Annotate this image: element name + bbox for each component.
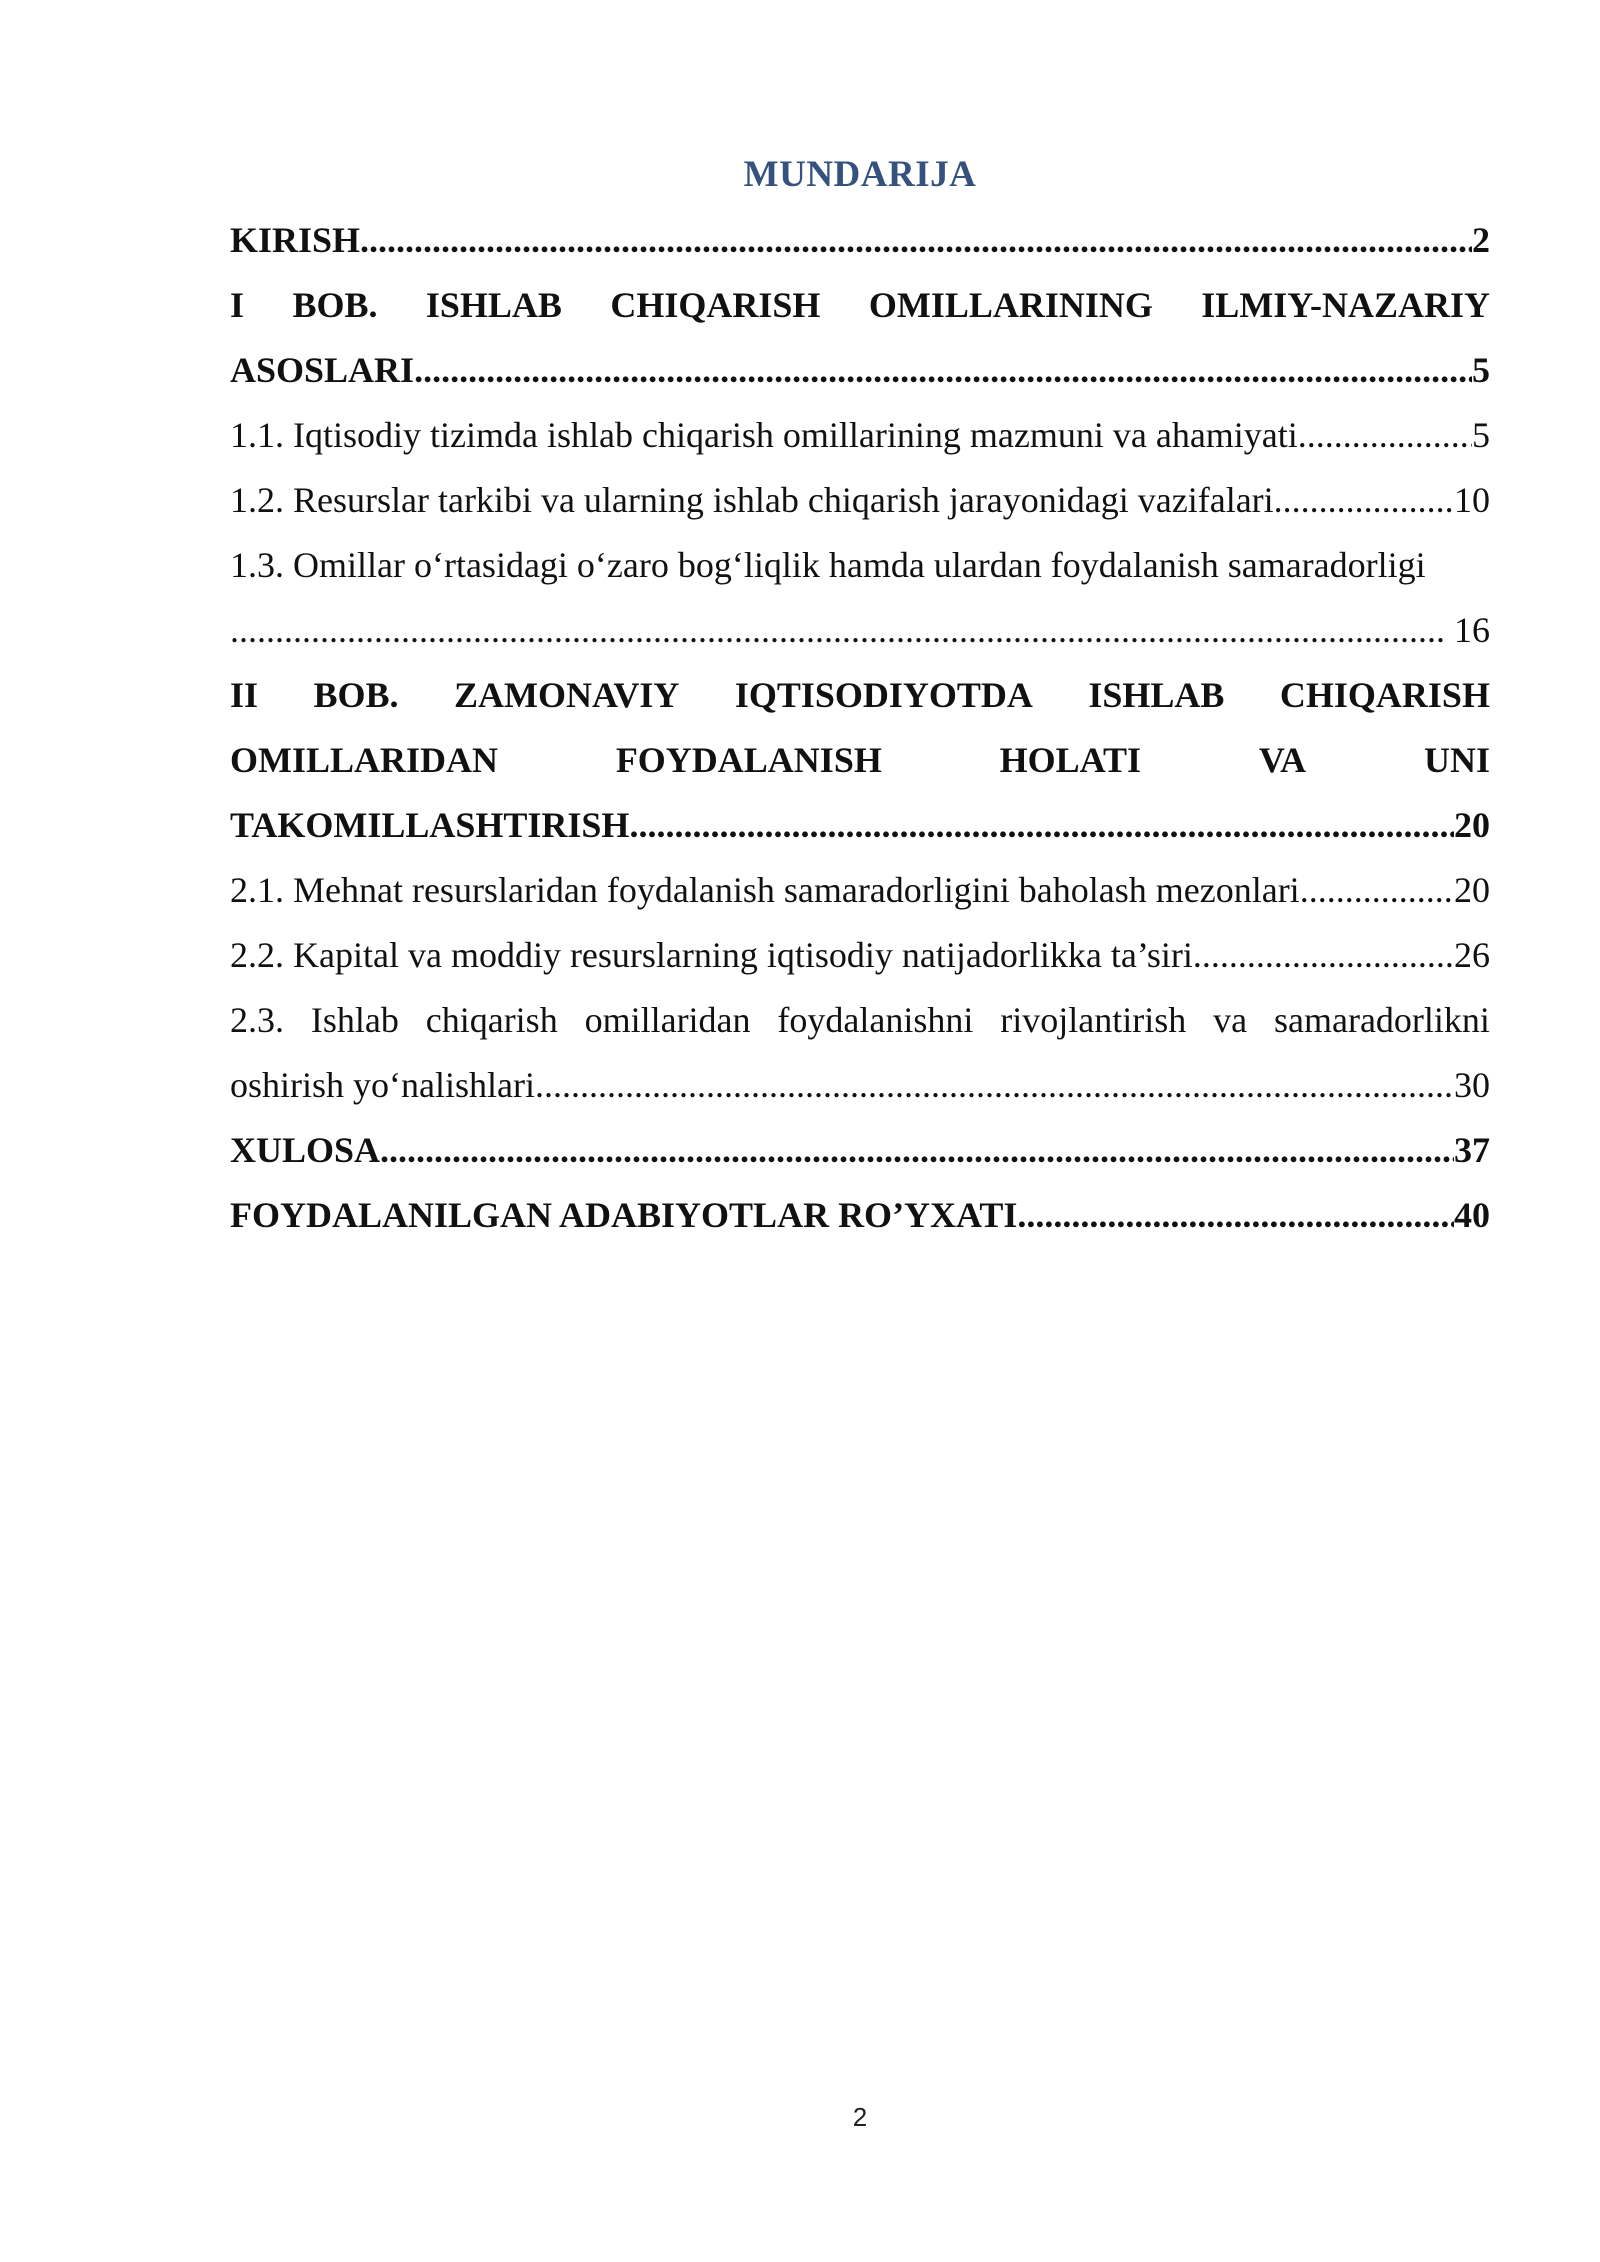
toc-word: BOB. — [292, 285, 378, 325]
toc-word: 2.3. — [230, 1000, 284, 1040]
toc-word: ISHLAB — [1088, 675, 1225, 715]
toc-entry-text: 2.2. Kapital va moddiy resurslarning iqtisodiy natijadorlikka ta’siri — [230, 935, 1193, 975]
toc-word: chiqarish — [425, 1000, 558, 1040]
page-number: 2 — [852, 2102, 868, 2132]
toc-word: IQTISODIYOTDA — [734, 675, 1033, 715]
toc-entry-2-3-line1[interactable] — [230, 988, 1490, 1053]
toc-entry-text: KIRISH — [230, 220, 361, 260]
dot-leader — [1017, 1183, 1454, 1248]
toc-page-number: 37 — [1454, 1130, 1490, 1170]
table-of-contents — [230, 208, 1490, 1248]
toc-page-number: 5 — [1472, 350, 1490, 390]
toc-word: BOB. — [313, 675, 399, 715]
toc-word: omillaridan — [584, 1000, 751, 1040]
toc-word: foydalanishni — [777, 1000, 974, 1040]
dot-leader — [1193, 923, 1454, 988]
toc-page-number: 5 — [1472, 415, 1490, 455]
toc-word: I — [230, 285, 245, 325]
toc-word: HOLATI — [999, 740, 1142, 780]
dot-leader — [380, 1118, 1454, 1183]
dot-leader — [629, 793, 1454, 858]
toc-entry-bob2-line1[interactable] — [230, 663, 1490, 728]
toc-word: ISHLAB — [425, 285, 562, 325]
toc-word: ZAMONAVIY — [454, 675, 680, 715]
dot-leader — [414, 338, 1472, 403]
toc-entry-2-3-line2[interactable] — [230, 1053, 1490, 1118]
toc-word: Ishlab — [310, 1000, 399, 1040]
toc-entry-text: 1.1. Iqtisodiy tizimda ishlab chiqarish omillarining mazmuni va ahamiyati — [230, 415, 1298, 455]
toc-entry-xulosa[interactable] — [230, 1118, 1490, 1183]
toc-entry-kirish[interactable] — [230, 208, 1490, 273]
dot-leader — [360, 208, 1472, 273]
toc-word: UNI — [1423, 740, 1490, 780]
toc-word: CHIQARISH — [1279, 675, 1490, 715]
toc-entry-1-2[interactable] — [230, 468, 1490, 533]
toc-entry-1-1[interactable] — [230, 403, 1490, 468]
toc-entry-text: ASOSLARI — [230, 350, 415, 390]
toc-word: VA — [1258, 740, 1307, 780]
toc-word: va — [1213, 1000, 1248, 1040]
toc-word: OMILLARIDAN — [230, 740, 499, 780]
toc-page-number: 40 — [1454, 1195, 1490, 1235]
dot-leader — [1300, 858, 1454, 923]
dot-leader — [1274, 468, 1454, 533]
toc-entry-text: XULOSA — [230, 1130, 381, 1170]
toc-entry-bob2-line2[interactable] — [230, 728, 1490, 793]
toc-page-number: 20 — [1454, 805, 1490, 845]
toc-page-number: 2 — [1472, 220, 1490, 260]
toc-entry-2-1[interactable] — [230, 858, 1490, 923]
toc-entry-text: 1.3. Omillar o‘rtasidagi o‘zaro bog‘liqlik hamda ulardan foydalanish samaradorligi — [230, 545, 1426, 585]
toc-entry-text: oshirish yo‘nalishlari — [230, 1065, 535, 1105]
toc-entry-text: TAKOMILLASHTIRISH — [230, 805, 630, 845]
toc-entry-text: FOYDALANILGAN ADABIYOTLAR RO’YXATI — [230, 1195, 1018, 1235]
toc-page-number: 30 — [1454, 1065, 1490, 1105]
toc-entry-adabiyotlar[interactable] — [230, 1183, 1490, 1248]
toc-word: samaradorlikni — [1273, 1000, 1490, 1040]
toc-entry-bob1-line2[interactable] — [230, 338, 1490, 403]
toc-page-number: 16 — [1454, 610, 1490, 650]
toc-page-number: 10 — [1454, 480, 1490, 520]
toc-page-number: 26 — [1454, 935, 1490, 975]
toc-entry-text: 1.2. Resurslar tarkibi va ularning ishlab chiqarish jarayonidagi vazifalari — [230, 480, 1274, 520]
toc-word: FOYDALANISH — [615, 740, 882, 780]
toc-entry-1-3-line1[interactable] — [230, 533, 1490, 598]
toc-word: OMILLARINING — [868, 285, 1153, 325]
dot-leader — [535, 1053, 1454, 1118]
toc-word: ILMIY-NAZARIY — [1201, 285, 1490, 325]
dot-leader — [1298, 403, 1472, 468]
toc-entry-1-3-line2[interactable] — [230, 598, 1490, 663]
toc-word: rivojlantirish — [1000, 1000, 1187, 1040]
toc-page-number: 20 — [1454, 870, 1490, 910]
toc-word: CHIQARISH — [610, 285, 821, 325]
toc-entry-bob2-line3[interactable] — [230, 793, 1490, 858]
toc-word: II — [230, 675, 259, 715]
dot-leader — [230, 598, 1446, 663]
toc-entry-text: 2.1. Mehnat resurslaridan foydalanish samaradorligini baholash mezonlari — [230, 870, 1300, 910]
toc-entry-2-2[interactable] — [230, 923, 1490, 988]
toc-entry-bob1-line1[interactable] — [230, 273, 1490, 338]
toc-title: MUNDARIJA — [743, 154, 977, 195]
